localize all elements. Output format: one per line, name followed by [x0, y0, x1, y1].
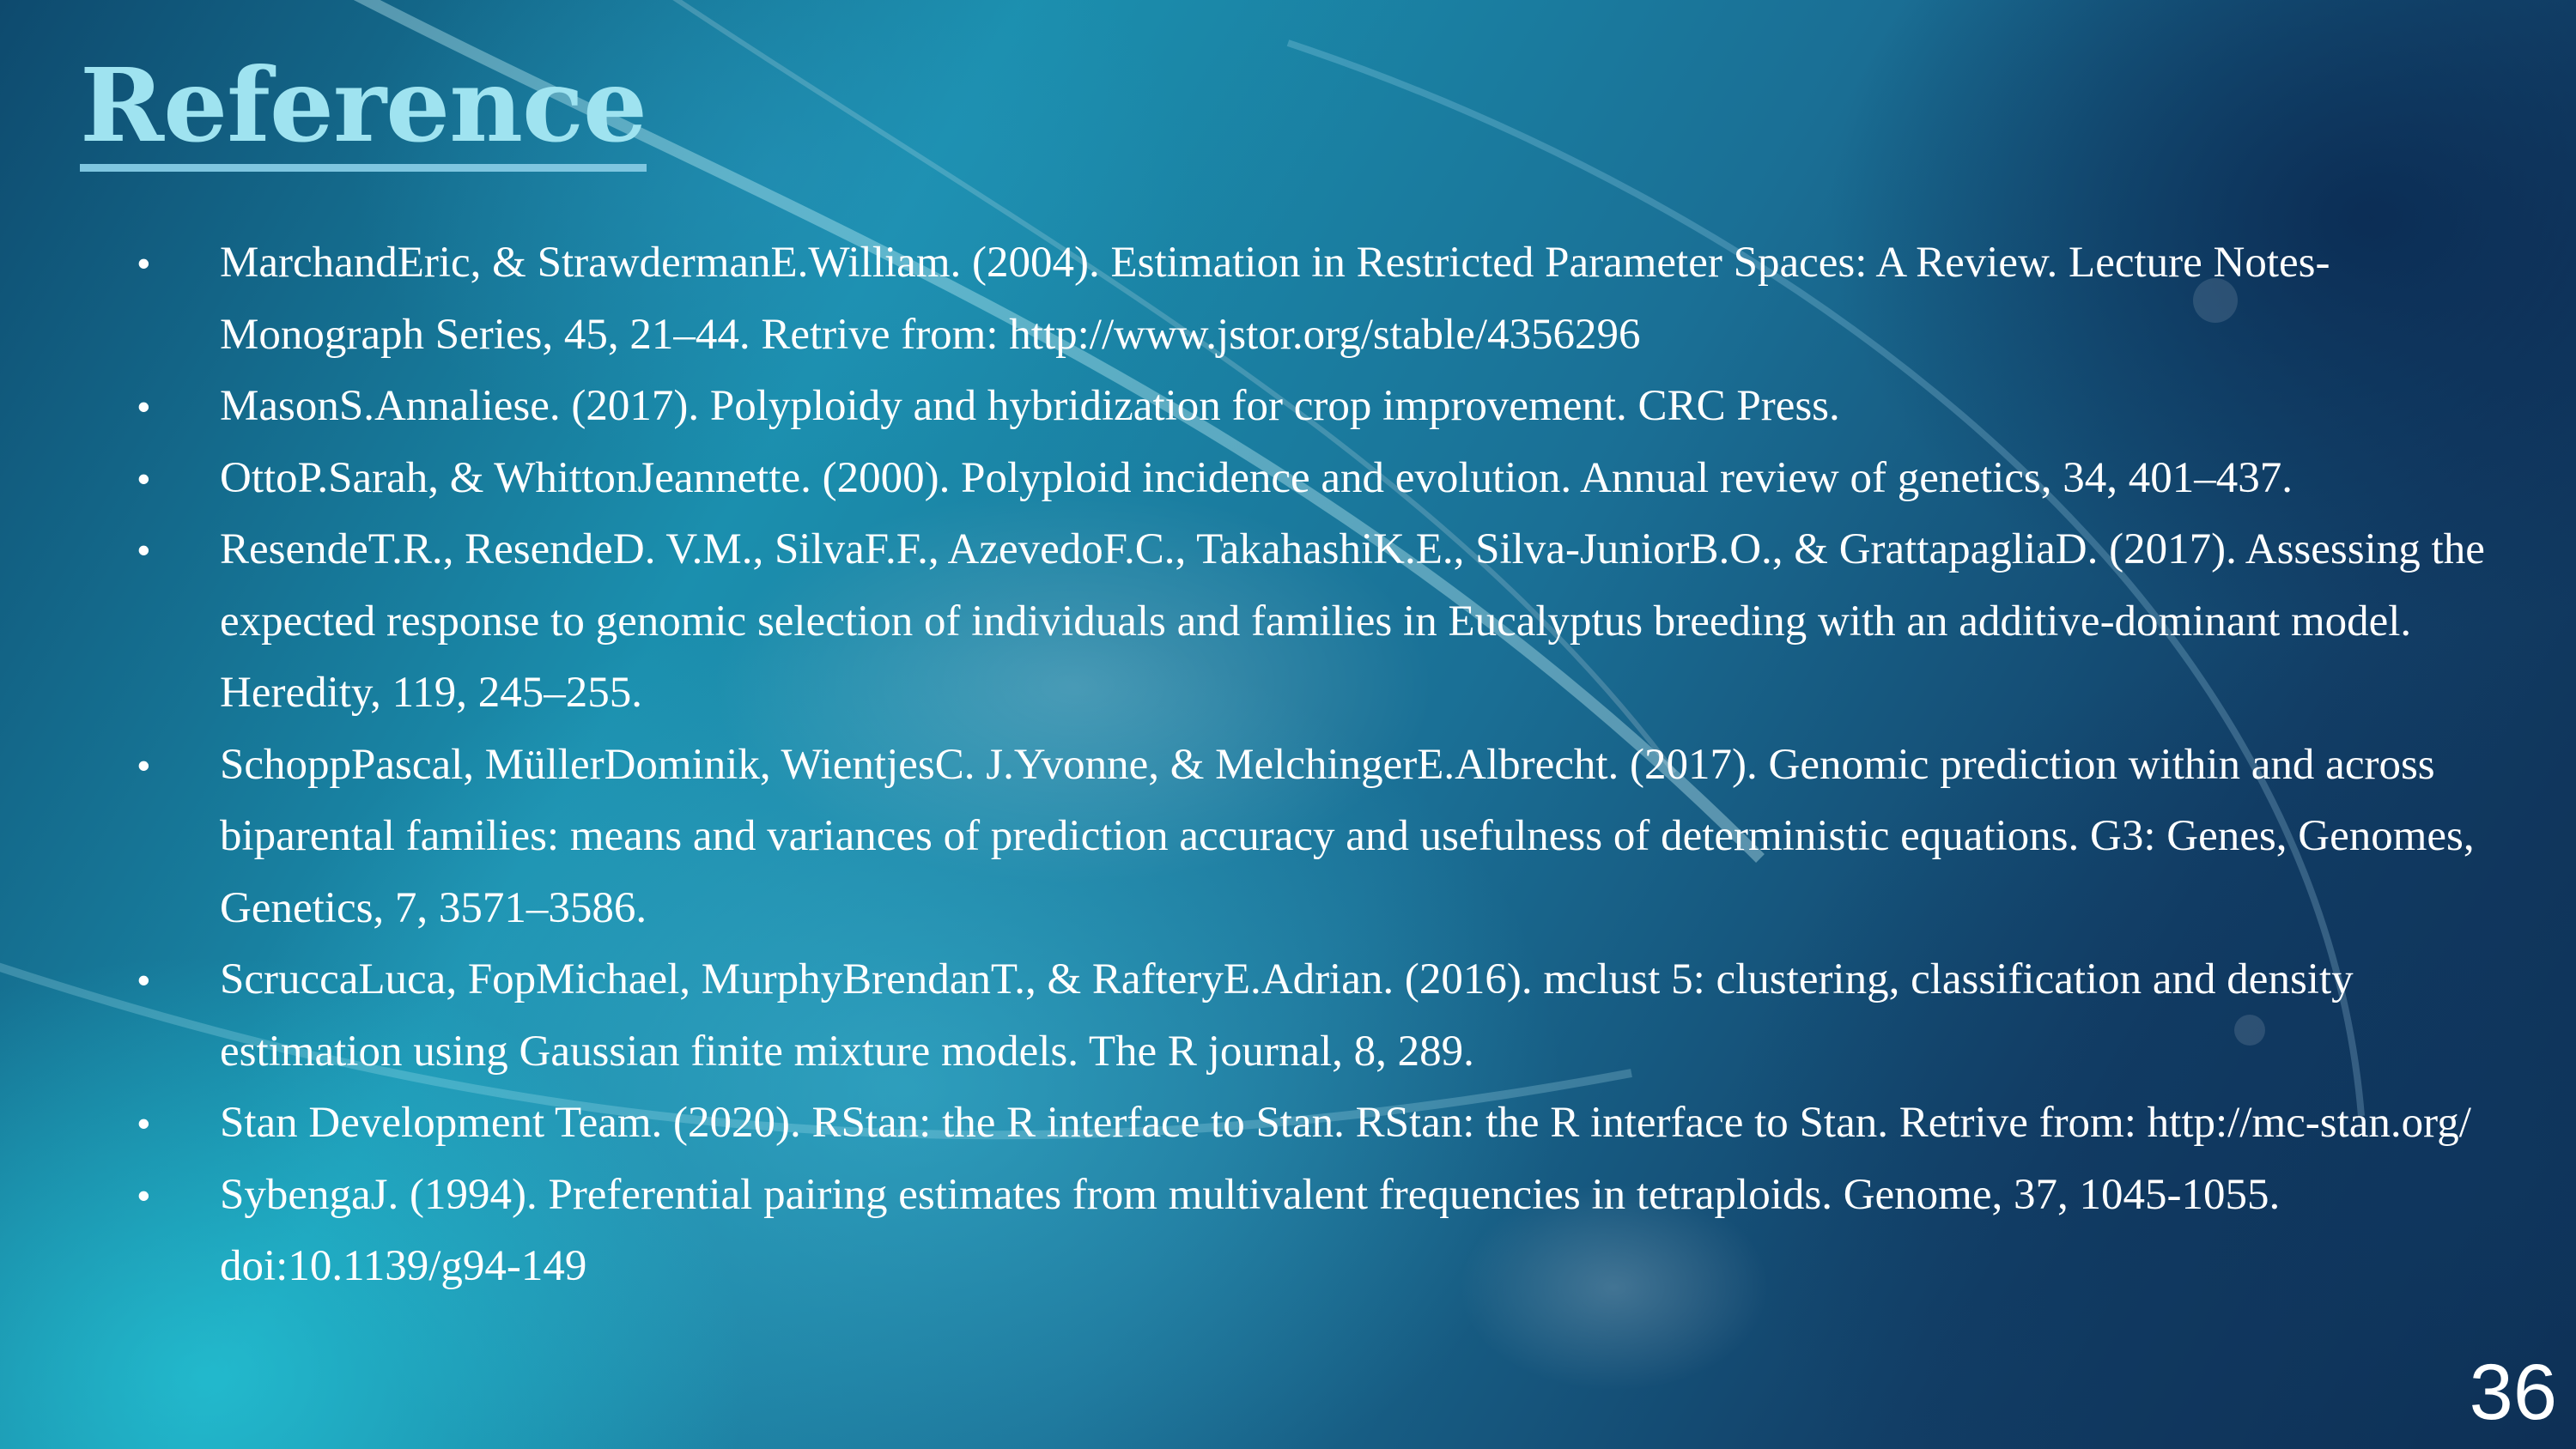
bullet: •: [137, 458, 150, 499]
reference-text: Stan Development Team. (2020). RStan: the R interface to Stan. RStan: the R interface to Stan. Retrive from: http://mc-stan.org/: [220, 1099, 2471, 1147]
list-item: [137, 730, 2507, 945]
reference-text: MarchandEric, & StrawdermanE.William. (2004). Estimation in Restricted Parameter Spaces: A Review. Lecture Notes-Monograph Series, 45, 21–44. Retrive from: http://www.jstor.org/stable/4356296: [220, 239, 2330, 359]
bullet: •: [137, 744, 150, 785]
list-item: [137, 227, 2507, 371]
bullet: •: [137, 386, 150, 427]
list-item: [137, 443, 2507, 515]
list-item: [137, 1088, 2507, 1160]
reference-list: [137, 227, 2507, 1303]
bullet: •: [137, 1103, 150, 1143]
reference-text: ScruccaLuca, FopMichael, MurphyBrendanT., & RafteryE.Adrian. (2016). mclust 5: clustering, classification and density estimation using Gaussian finite mixture models. The R journal, 8, 289.: [220, 955, 2354, 1076]
reference-text: ResendeT.R., ResendeD. V.M., SilvaF.F., AzevedoF.C., TakahashiK.E., Silva-JuniorB.O., & GrattapagliaD. (2017). Assessing the expected response to genomic selection of individuals and families in Eucalyptus breeding with an additive-dominant model. Heredity, 119, 245–255.: [220, 525, 2485, 717]
list-item: [137, 944, 2507, 1088]
list-item: [137, 1160, 2507, 1303]
reference-text: OttoP.Sarah, & WhittonJeannette. (2000). Polyploid incidence and evolution. Annual review of genetics, 34, 401–437.: [220, 453, 2293, 502]
bullet: •: [137, 530, 150, 570]
page-number: 36: [2469, 1349, 2557, 1436]
bullet: •: [137, 1174, 150, 1216]
reference-text: SchoppPascal, MüllerDominik, WientjesC. J.Yvonne, & MelchingerE.Albrecht. (2017). Genomic prediction within and across biparental families: means and variances of prediction accuracy and usefulness of deterministic equations. G3: Genes, Genomes, Genetics, 7, 3571–3586.: [220, 740, 2475, 932]
bullet: •: [137, 243, 150, 283]
list-item: [137, 371, 2507, 443]
reference-text: SybengaJ. (1994). Preferential pairing estimates from multivalent frequencies in tetraploids. Genome, 37, 1045-1055. doi:10.1139/g94-149: [220, 1170, 2281, 1290]
page-title: Reference: [80, 47, 647, 172]
reference-text: MasonS.Annaliese. (2017). Polyploidy and hybridization for crop improvement. CRC Press.: [220, 382, 1840, 430]
list-item: [137, 514, 2507, 730]
bullet: •: [137, 960, 150, 1000]
